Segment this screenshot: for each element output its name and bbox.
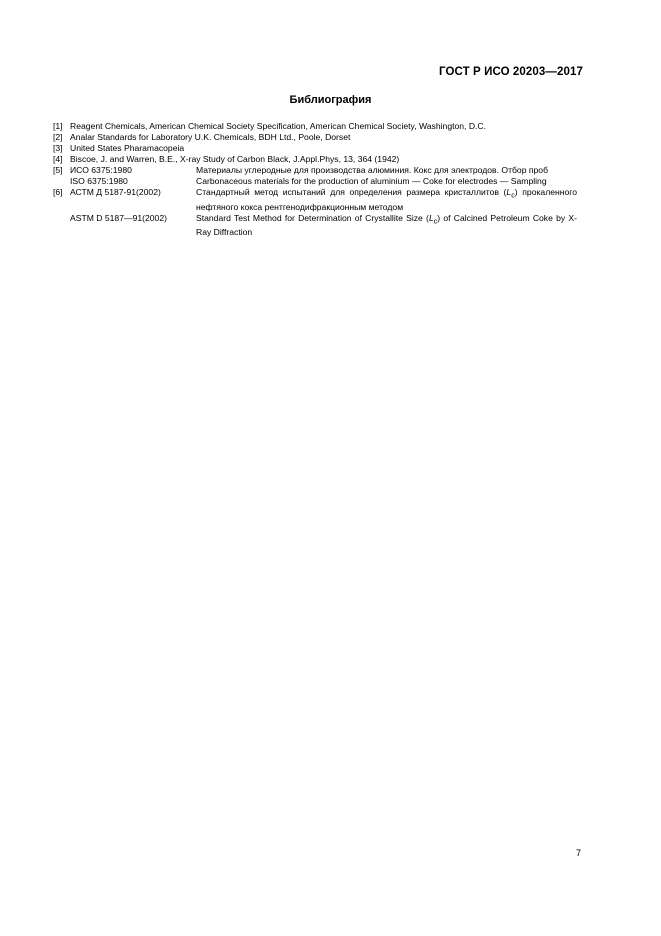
- bib-entry-5-ru: [53, 165, 577, 176]
- bib-entry-code: АСТМ Д 5187-91(2002): [70, 187, 161, 197]
- bib-entry-code: ISO 6375:1980: [70, 176, 128, 186]
- bib-entry-title: Материалы углеродные для производства алюминия. Кокс для электродов. Отбор проб: [196, 165, 549, 175]
- bib-entry-1: [53, 121, 577, 132]
- crystallite-symbol: L: [506, 187, 512, 197]
- bibliography-list: [53, 121, 577, 238]
- bib-entry-text: Reagent Chemicals, American Chemical Society Specification, American Chemical Society, Washington, D.C.: [70, 121, 487, 131]
- bib-entry-text: Biscoe, J. and Warren, B.E., X-ray Study of Carbon Black, J.Appl.Phys, 13, 364 (1942): [70, 154, 400, 164]
- bib-entry-title: [196, 213, 577, 239]
- bib-entry-3: [53, 143, 577, 154]
- crystallite-symbol-subscript: c: [433, 217, 438, 226]
- bib-entry-5-en: [53, 176, 577, 187]
- standard-designation: ГОСТ Р ИСО 20203—2017: [438, 66, 583, 78]
- bib-entry-number: [4]: [53, 154, 63, 164]
- bib-entry-text: Analar Standards for Laboratory U.K. Chemicals, BDH Ltd., Poole, Dorset: [70, 132, 351, 142]
- bib-entry-6-ru: [53, 187, 577, 213]
- bib-entry-number: [1]: [53, 121, 63, 131]
- crystallite-symbol: L: [428, 212, 434, 223]
- page-number: 7: [575, 848, 581, 858]
- title-part: ) of Calcined Petroleum Coke by X-Ray Diffraction: [196, 212, 577, 238]
- bib-entry-title: Carbonaceous materials for the production of aluminium — Coke for electrodes — Sampling: [196, 176, 547, 186]
- title-part: ) прокаленного нефтяного кокса рентгенодифракционным методом: [196, 187, 577, 212]
- bibliography-title: Библиография: [289, 94, 372, 106]
- bib-entry-code: ИСО 6375:1980: [70, 165, 132, 175]
- bib-entry-4: [53, 154, 577, 165]
- bib-entry-number: [6]: [53, 187, 63, 197]
- bib-entry-title: [196, 187, 577, 213]
- title-part: Стандартный метод испытаний для определения размера кристаллитов (: [196, 187, 507, 197]
- bib-entry-number: [3]: [53, 143, 63, 153]
- title-part: Standard Test Method for Determination of Crystallite Size (: [196, 212, 429, 223]
- bib-entry-2: [53, 132, 577, 143]
- bib-entry-6-en: [53, 213, 577, 239]
- bib-entry-code: ASTM D 5187—91(2002): [70, 212, 167, 223]
- bib-entry-number: [2]: [53, 132, 63, 142]
- bib-entry-text: United States Pharamacopeia: [70, 143, 185, 153]
- crystallite-symbol-subscript: c: [511, 191, 515, 200]
- bib-entry-number: [5]: [53, 165, 63, 175]
